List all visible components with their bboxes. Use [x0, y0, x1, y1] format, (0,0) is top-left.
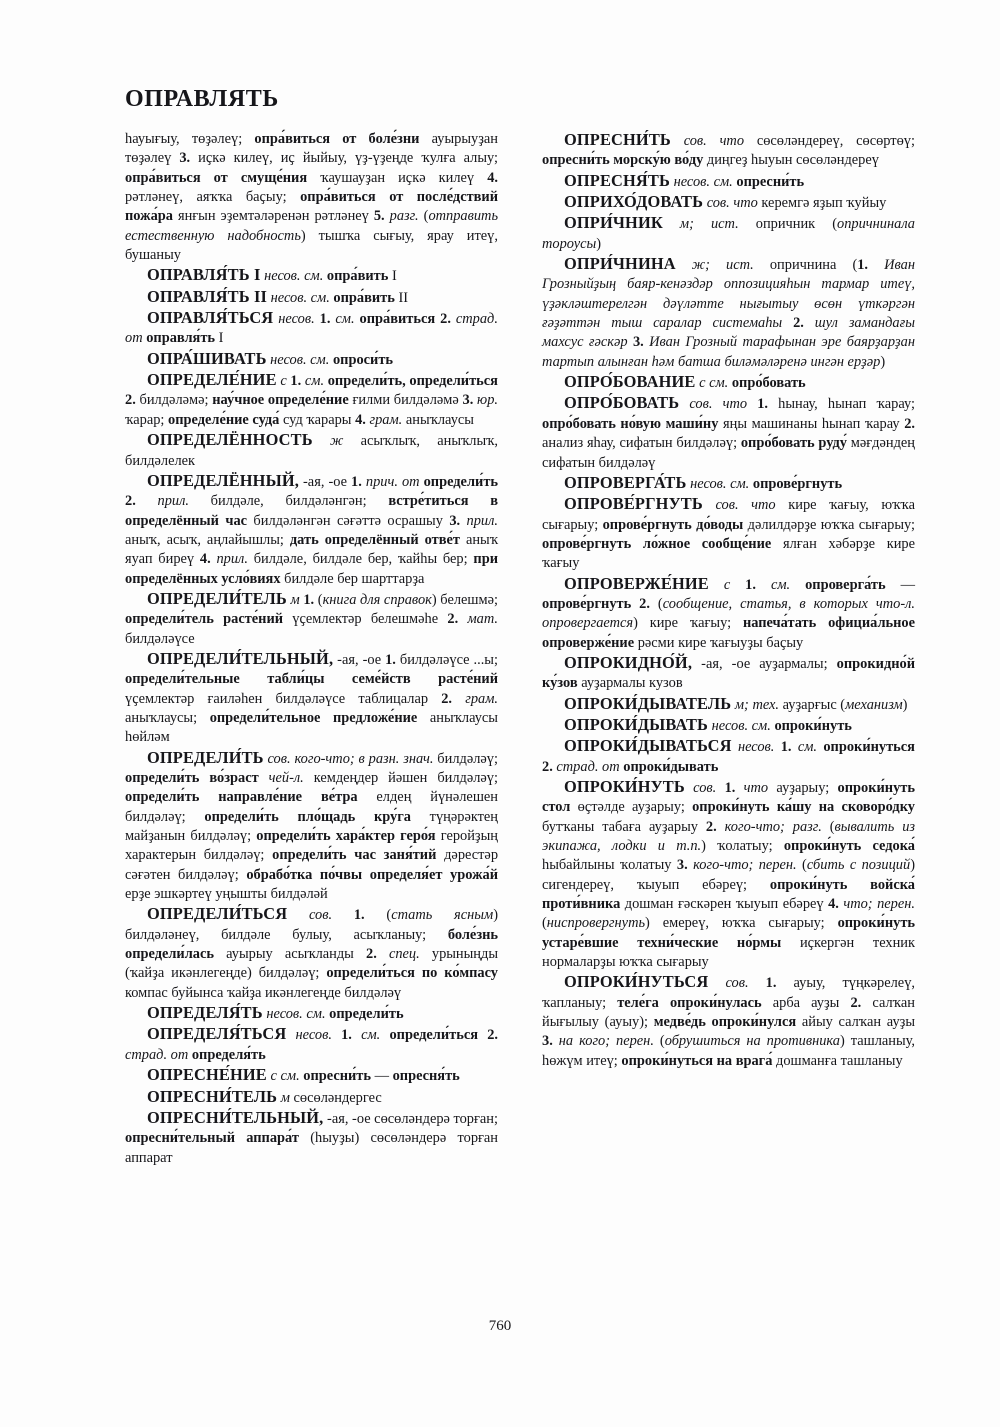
entry-headword: ОПРОВЕ́РГНУТЬ — [564, 494, 703, 514]
dictionary-entry — [542, 574, 915, 653]
entry-headword: ОПРАВЛЯ́ТЬ II — [147, 286, 268, 306]
entry-body: несов. см. опроки́нуть — [711, 717, 852, 734]
entry-body: м; тех. ауҙарғыс (механизм) — [734, 696, 908, 713]
entry-body: с см. опро́бовать — [699, 375, 806, 392]
dictionary-entry — [125, 748, 498, 905]
entry-headword: ОПРЕСНИ́ТЕЛЬНЫЙ, — [147, 1107, 324, 1127]
entry-body: несов. 1. см. опроки́нуться 2. страд. от опроки́дывать — [542, 739, 915, 775]
dictionary-entry — [542, 653, 915, 694]
dictionary-entry — [125, 430, 498, 471]
entry-body: -ая, -ое сөсөләндерә торған; опресни́тельный аппара́т (һыуҙы) сөсөләндерә торған аппарат — [125, 1110, 499, 1166]
dictionary-entry — [125, 1024, 498, 1065]
page-number: 760 — [488, 1318, 512, 1334]
entry-headword: ОПРЕДЕЛЯ́ТЬСЯ — [147, 1024, 287, 1044]
dictionary-entry — [542, 192, 915, 213]
entry-headword: ОПРОВЕРЖЕ́НИЕ — [564, 573, 709, 593]
dictionary-entry — [125, 1065, 498, 1086]
dictionary-entry — [542, 694, 915, 715]
dictionary-entry — [125, 1108, 498, 1168]
entry-body: м сөсөләндергес — [280, 1089, 382, 1106]
entry-body: ж; ист. опричнина (1. Иван Грозныйҙың баяр-кенәздәр оппозицияһын тармар итеү, үҙәкләштерелгән дәүләтте нығытыу өсөн үткәргән ғәҙәттән тыш саралар системаһы 2. шул замандағы махсус ғәскәр 3. Иван Грозный тарафынан эре баярҙарҙан тартып алынған һәм батша биләмәләренә ингән ерҙәр) — [542, 257, 915, 370]
dictionary-entry — [125, 308, 498, 349]
entry-headword: ОПРЕДЕЛЁННОСТЬ — [147, 430, 313, 450]
dictionary-entry — [125, 287, 498, 308]
entry-body: с 1. см. определи́ть, определи́ться 2. билдәләмә; нау́чное определе́ние ғилми билдәләмә 3. юр. ҡарар; определе́ние суда́ суд ҡарары 4. грам. аныҡлаусы — [125, 373, 498, 428]
entry-headword: ОПРОКИ́ДЫВАТЬСЯ — [564, 736, 732, 756]
entry-body: сов. кого-что; в разн. знач. билдәләү; определи́ть во́зраст чей-л. кемдеңдер йәшен билдәләү; определи́ть направле́ние ве́тра елдең йүнәлешен билдәләү; определи́ть пло́щадь кру́га түңәрәктең майҙанын билдәләү; определи́ть хара́ктер геро́я геройҙың характерын билдәләү; определи́ть час заня́тий дәрестәр сәғәтен билдәләү; обрабо́тка по́чвы определя́ет урожа́й ерҙе эшкәртеү уңышты билдәләй — [125, 750, 499, 903]
entry-body: м; ист. опричник (опричнинала тороусы) — [542, 216, 915, 252]
entry-headword: ОПРИ́ЧНИК — [564, 213, 663, 233]
dictionary-entry — [542, 777, 915, 972]
entry-headword: ОПРЕДЕЛИ́ТЕЛЬНЫЙ, — [147, 648, 334, 668]
entry-headword: ОПРОКИ́НУТЬСЯ — [564, 972, 709, 992]
right-column — [542, 130, 915, 1320]
entry-headword: ОПРАВЛЯ́ТЬСЯ — [147, 308, 274, 328]
entry-body: сов. что сөсөләндереү, сөсөртөү; опресни́ть морску́ю во́ду диңгеҙ һыуын сөсөләндереү — [542, 133, 915, 169]
entry-headword: ОПРЕСНЯ́ТЬ — [564, 170, 670, 190]
dictionary-entry — [125, 349, 498, 370]
entry-headword: ОПРЕДЕЛИ́ТЬ — [147, 747, 264, 767]
dictionary-entry — [542, 393, 915, 472]
entry-body: ж асыҡлыҡ, аныҡлыҡ, билдәлелек — [125, 433, 498, 469]
dictionary-entry — [542, 715, 915, 736]
entry-body: сов. что кире ҡағыу, юҡҡа сығарыу; опрове́ргнуть до́воды дәлилдәрҙе юҡҡа сығарыу; опрове́ргнуть ло́жное сообще́ние ялған хәбәрҙе кире ҡағыу — [542, 497, 915, 572]
entry-body: сов. что 1. һынау, һынап ҡарау; опро́бовать но́вую маши́ну яңы машинаны һынап ҡарау 2. анализ яһау, сифатын билдәләү; опро́бовать руду́ мәғдәндең сифатын билдәләү — [542, 396, 915, 471]
dictionary-entry — [125, 1003, 498, 1024]
dictionary-entry — [542, 171, 915, 192]
entry-headword: ОПРЕСНИ́ТЬ — [564, 130, 671, 149]
entry-headword: ОПРОКИДНО́Й, — [564, 652, 693, 672]
entry-body: с 1. см. опроверга́ть — опрове́ргнуть 2. (сообщение, статья, в которых что-л. опровергается) кире ҡағыу; напеча́тать официа́льное опроверже́ние рәсми кире ҡағыуҙы баҫыу — [542, 576, 916, 651]
entry-headword: ОПРЕСНИ́ТЕЛЬ — [147, 1086, 278, 1106]
entry-body: несов. см. опроси́ть — [270, 351, 393, 368]
entry-headword: ОПРЕДЕЛИ́ТЬСЯ — [147, 904, 288, 924]
entry-headword: ОПРЕДЕЛИ́ТЕЛЬ — [147, 588, 287, 608]
dictionary-entry — [125, 370, 498, 430]
entry-body: несов. см. опресни́ть — [673, 173, 805, 190]
dictionary-entry — [125, 471, 498, 589]
entry-body: сов. 1. (стать ясным) билдәләнеү, билдәле булыу, асыҡланыу; боле́знь определи́лась ауырыу асыҡланды 2. спец. урыныңды (ҡайҙа икәнлегеңде) билдәләү; определи́ться по ко́мпасу компас буйынса ҡайҙа икәнлегеңде билдәләү — [125, 907, 498, 1001]
entry-body: -ая, -ое 1. прич. от определи́ть 2. прил. билдәле, билдәләнгән; встре́титься в определённый час билдәләнгән сәғәттә осрашыу 3. прил. аныҡ, асыҡ, аңлайышлы; дать определённый отве́т аныҡ яуап биреү 4. прил. билдәле, билдәле бер, ҡайһы бер; при определённых усло́виях билдәле бер шарттарҙа — [125, 473, 498, 587]
entry-headword: ОПРО́БОВАНИЕ — [564, 372, 696, 392]
entry-headword: ОПРЕДЕЛЕ́НИЕ — [147, 370, 277, 390]
entry-headword: ОПРОВЕРГА́ТЬ — [564, 472, 687, 492]
dictionary-entry — [542, 372, 915, 393]
entry-headword: ОПРЕДЕЛЁННЫЙ, — [147, 470, 299, 490]
dictionary-entry — [542, 213, 915, 254]
entry-headword: ОПРОКИ́НУТЬ — [564, 777, 685, 796]
dictionary-entry — [542, 736, 915, 777]
dictionary-entry — [125, 649, 498, 748]
entry-headword: ОПРОКИ́ДЫВАТЬ — [564, 714, 709, 734]
running-head: ОПРАВЛЯТЬ — [125, 86, 279, 112]
entry-headword: ОПРЕДЕЛЯ́ТЬ — [147, 1003, 263, 1023]
entry-headword: ОПРЕСНЕ́НИЕ — [147, 1065, 267, 1085]
dictionary-entry — [125, 589, 498, 649]
entry-headword: ОПРО́БОВАТЬ — [564, 393, 680, 413]
entry-headword: ОПРА́ШИВАТЬ — [147, 348, 267, 368]
dictionary-entry — [542, 254, 915, 372]
entry-body: несов. см. определи́ть — [266, 1006, 404, 1023]
dictionary-entry — [542, 130, 915, 171]
dictionary-entry — [542, 473, 915, 494]
text-columns — [125, 130, 915, 1320]
entry-headword: ОПРИ́ЧНИНА — [564, 254, 676, 274]
dictionary-entry — [125, 265, 498, 286]
entry-body: сов. 1. что ауҙарыу; опроки́нуть стол өҫтәлде ауҙарыу; опроки́нуть ка́шу на сковоро́дку бутҡаны табаға ауҙарыу 2. кого-что; разг. (вывалить из экипажа, лодки и т.п.) ҡолатыу; опроки́нуть седока́ һыбайлыны ҡолатыу 3. кого-что; перен. (сбить с позиций) сигендереү, ҡыуып ебәреү; опроки́нуть войска́ проти́вника дошман ғәскәрен ҡыуып ебәреү 4. что; перен. (ниспровергнуть) емереү, юҡҡа сығарыу; опроки́нуть устаре́вшие техни́ческие но́рмы иҫкергән техник нормаларҙы юҡҡа сығарыу — [542, 780, 915, 971]
entry-body: несов. 1. см. определи́ться 2. страд. от определя́ть — [125, 1027, 499, 1063]
entry-body: с см. опресни́ть — опресня́ть — [270, 1068, 460, 1085]
entry-headword: ОПРИХО́ДОВАТЬ — [564, 192, 704, 212]
entry-headword: ОПРОКИ́ДЫВАТЕЛЬ — [564, 693, 732, 713]
entry-body: несов. 1. см. опра́виться 2. страд. от оправля́ть I — [125, 311, 498, 347]
entry-body: -ая, -ое ауҙармалы; опрокидно́й ку́зов ауҙармалы кузов — [542, 655, 915, 692]
dictionary-entry — [125, 1087, 498, 1108]
left-column — [125, 130, 498, 1320]
dictionary-entry — [542, 972, 915, 1071]
entry-body: несов. см. опра́вить I — [264, 268, 397, 285]
entry-body: -ая, -ое 1. билдәләүсе ...ы; определи́тельные табли́цы семе́йств расте́ний үҫемлектәр ғаиләһен билдәләүсе таблицалар 2. грам. аныҡлаусы; определи́тельное предложе́ние аныҡлаусы һөйләм — [125, 651, 498, 746]
entry-body: несов. см. опрове́ргнуть — [690, 475, 843, 492]
entry-body: сов. 1. ауыу, түңкәрелеү, ҡапланыу; теле́га опроки́нулась арба ауҙы 2. салҡан йығылыу (ауыу); медве́дь опроки́нулся айыу салҡан ауҙы 3. на кого; перен. (обрушиться на противника) ташланыу, һөжүм итеү; опроки́нуться на врага́ дошманға ташланыу — [542, 975, 916, 1069]
dictionary-entry — [125, 904, 498, 1003]
entry-continuation: һауығыу, төҙәлеү; опра́виться от боле́зни ауырыуҙан төҙәлеү 3. иҫкә килеү, иҫ йыйыу, үҙ-үҙеңде ҡулға алыу; опра́виться от смуще́ния ҡаушауҙан иҫкә килеү 4. рәтләнеү, аяҡҡа баҫыу; опра́виться от после́дствий пожа́ра янғын эҙемтәләренән рәтләнеү 5. разг. (отправить естественную надобность) тышҡа сығыу, ярау итеү, бушаныу — [125, 131, 499, 264]
entry-body: м 1. (книга для справок) белешмә; определи́тель расте́ний үҫемлектәр белешмәһе 2. мат. билдәләүсе — [125, 591, 498, 647]
dictionary-entry — [542, 494, 915, 573]
entry-body: несов. см. опра́вить II — [270, 289, 409, 306]
entry-body: сов. что керемгә яҙып ҡуйыу — [706, 195, 887, 212]
entry-headword: ОПРАВЛЯ́ТЬ I — [147, 265, 261, 285]
